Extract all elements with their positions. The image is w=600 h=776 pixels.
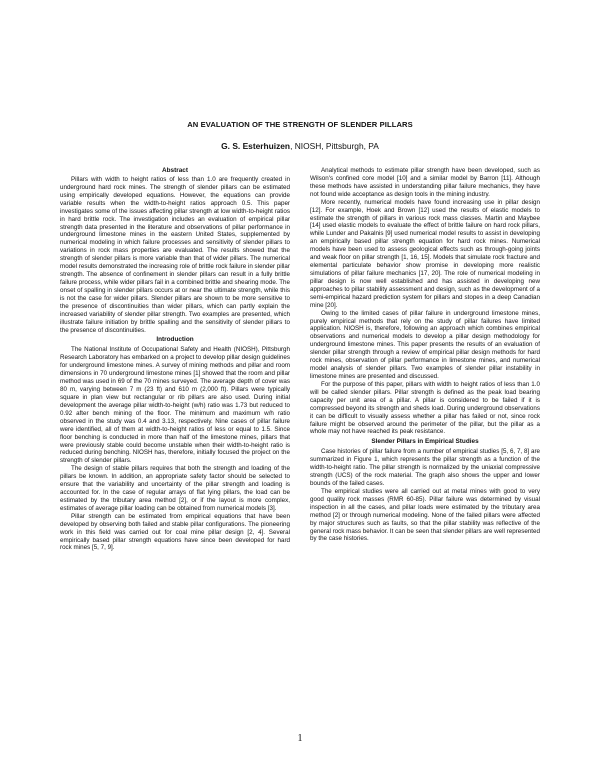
body-paragraph: The design of stable pillars requires that both the strength and loading of the pillars be known. In addition, an appropriate safety factor should be selected to ensure that the variability and uncertainty of the pillar strength and loading is accounted for. In the case of regular arrays of flat lying pillars, the load can be estimated by the tributary area method [2], or if the layout is more complex, estimates of average pillar loading can be obtained from numerical models [3]. bbox=[60, 465, 290, 512]
author-affiliation: , NIOSH, Pittsburgh, PA bbox=[290, 141, 379, 151]
introduction-heading: Introduction bbox=[156, 336, 194, 344]
body-paragraph: For the purpose of this paper, pillars with width to height ratios of less than 1.0 will be called slender pillars. Pillar strength is defined as the peak load bearing capacity per unit area of a pillar. A pillar is considered to be failed if it is compressed beyond its strength and sheds load. During underground observations it can be difficult to visually assess whether a pillar has failed or not, since rock failure might be observed around the perimeter of the pillar, but the pillar as a whole may not have reached its peak resistance. bbox=[310, 380, 540, 436]
body-paragraph: Analytical methods to estimate pillar strength have been developed, such as Wilson's confined core model [10] and a similar model by Barron [11]. Although these methods have assisted in understanding pillar failure mechanics, they have not found wide acceptance as design tools in the mining industry. bbox=[310, 167, 540, 198]
body-paragraph: The National Institute of Occupational Safety and Health (NIOSH), Pittsburgh Research Laboratory has embarked on a project to develop pillar design guidelines for underground limestone mines. A survey of mining methods and pillar and room dimensions in 70 underground limestone mines [1] showed that the room and pillar method was used in 69 of the 70 mines surveyed. The average depth of cover was 80 m, varying between 7 m (23 ft) and 610 m (2,000 ft). Pillars were typically square in plan view but rectangular or rib pillars are also used. During initial development the average pillar width-to-height (w/h) ratio was 1.73 but reduced to 0.92 after bench mining of the floor. The minimum and maximum w/h ratio observed in the study was 0.4 and 3.13, respectively. Nine cases of pillar failure were identified, all of them at width-to-height ratios of less or equal to 1.5. Since floor benching is conducted in more than half of the limestone mines, pillars that were previously stable could become unstable when their width-to-height ratio is reduced during benching. NIOSH has, therefore, initially focused the project on the strength of slender pillars. bbox=[60, 346, 290, 465]
abstract-text: Pillars with width to height ratios of less than 1.0 are frequently created in underground hard rock mines. The strength of slender pillars can be estimated using empirically developed equations. However, the equations can provide variable results when the width-to-height ratios approach 0.5. This paper investigates some of the issues affecting pillar strength at low width-to-height ratios in hard brittle rock. The investigation includes an evaluation of empirical pillar strength data presented in the literature and observations of pillar performance in underground limestone mines in the eastern United States, supplemented by numerical modeling in which failure processes and sensitivity of slender pillars to variations in rock mass properties are evaluated. The results showed that the strength of slender pillars is more variable than that of wider pillars. The numerical model results demonstrated the increasing role of brittle rock failure in slender pillar strength. The absence of confinement in slender pillars can result in a fully brittle failure process, while wider pillars fail in a combined brittle and shearing mode. The onset of spalling in slender pillars occurs at or near the ultimate strength, while this is not the case for wider pillars. Slender pillars are shown to be more sensitive to the presence of discontinuities than wider pillars, which can partly explain the increased variability of slender pillar strength. Two examples are presented, which illustrate failure initiation by brittle spalling and the sensitivity of slender pillars to the presence of discontinuities. bbox=[60, 176, 290, 334]
page-number: 1 bbox=[297, 733, 303, 744]
section-heading: Slender Pillars in Empirical Studies bbox=[371, 438, 479, 446]
body-paragraph: Owing to the limited cases of pillar failure in underground limestone mines, purely empirical methods that rely on the study of pillar failures have limited application. NIOSH is, therefore, following an approach which combines empirical observations and numerical models to develop a pillar design methodology for underground limestone mines. This paper presents the results of an evaluation of slender pillar strength through a review of empirical pillar design methods for hard rock mines, observation of pillar performance in limestone mines, and numerical model analysis of slender pillars. Two examples of slender pillar instability in limestone mines are presented and discussed. bbox=[310, 309, 540, 380]
left-column bbox=[60, 167, 290, 552]
abstract-heading: Abstract bbox=[162, 167, 188, 174]
body-paragraph: Pillar strength can be estimated from empirical equations that have been developed by observing both failed and stable pillar configurations. The pioneering work in this field was carried out for coal mine pillar design [2, 4]. Several empirically based pillar strength equations have since been developed for hard rock mines [5, 7, 9]. bbox=[60, 512, 290, 552]
body-paragraph: The empirical studies were all carried out at metal mines with good to very good quality rock masses (RMR 60-85). Pillar failure was determined by visual inspection in all the cases, and pillar loads were estimated by the tributary area method [2] or through numerical modeling. None of the failed pillars were affected by major structures such as faults, so that the pillar stability was reflective of the general rock mass behavior. It can be seen that slender pillars are well represented by the case histories. bbox=[310, 487, 540, 543]
body-paragraph: Case histories of pillar failure from a number of empirical studies [5, 6, 7, 8] are summarized in Figure 1, which represents the pillar strength as a function of the width-to-height ratio. The pillar strength is normalized by the uniaxial compressive strength (UCS) of the rock material. The graph also shows the upper and lower bounds of the failed cases. bbox=[310, 448, 540, 488]
author-name: G. S. Esterhuizen bbox=[221, 141, 291, 151]
paper-title: AN EVALUATION OF THE STRENGTH OF SLENDER PILLARS bbox=[187, 120, 413, 129]
body-paragraph: More recently, numerical models have found increasing use in pillar design [12]. For example, Hoek and Brown [12] used the results of elastic models to estimate the strength of pillars in various rock mass classes. Martin and Maybee [14] used elastic models to evaluate the effect of brittle failure on hard rock pillars, while Lunder and Pakalnis [9] used numerical model results to assist in developing an empirically based pillar strength equation for hard rock mines. Numerical models have been used to assess geological effects such as through-going joints and weak floor on pillar strength [1, 16, 15]. Models that simulate rock fracture and elemental particulate behavior show promise in developing more realistic simulations of pillar failure mechanics [17, 20]. The role of numerical modeling in pillar design is now well established and has assisted in developing new approaches to pillar stability assessment and design, such as the development of a semi-empirical hazard prediction system for pillars and stopes in a deep Canadian mine [20]. bbox=[310, 198, 540, 309]
author-line bbox=[0, 141, 600, 151]
right-column bbox=[310, 167, 540, 543]
